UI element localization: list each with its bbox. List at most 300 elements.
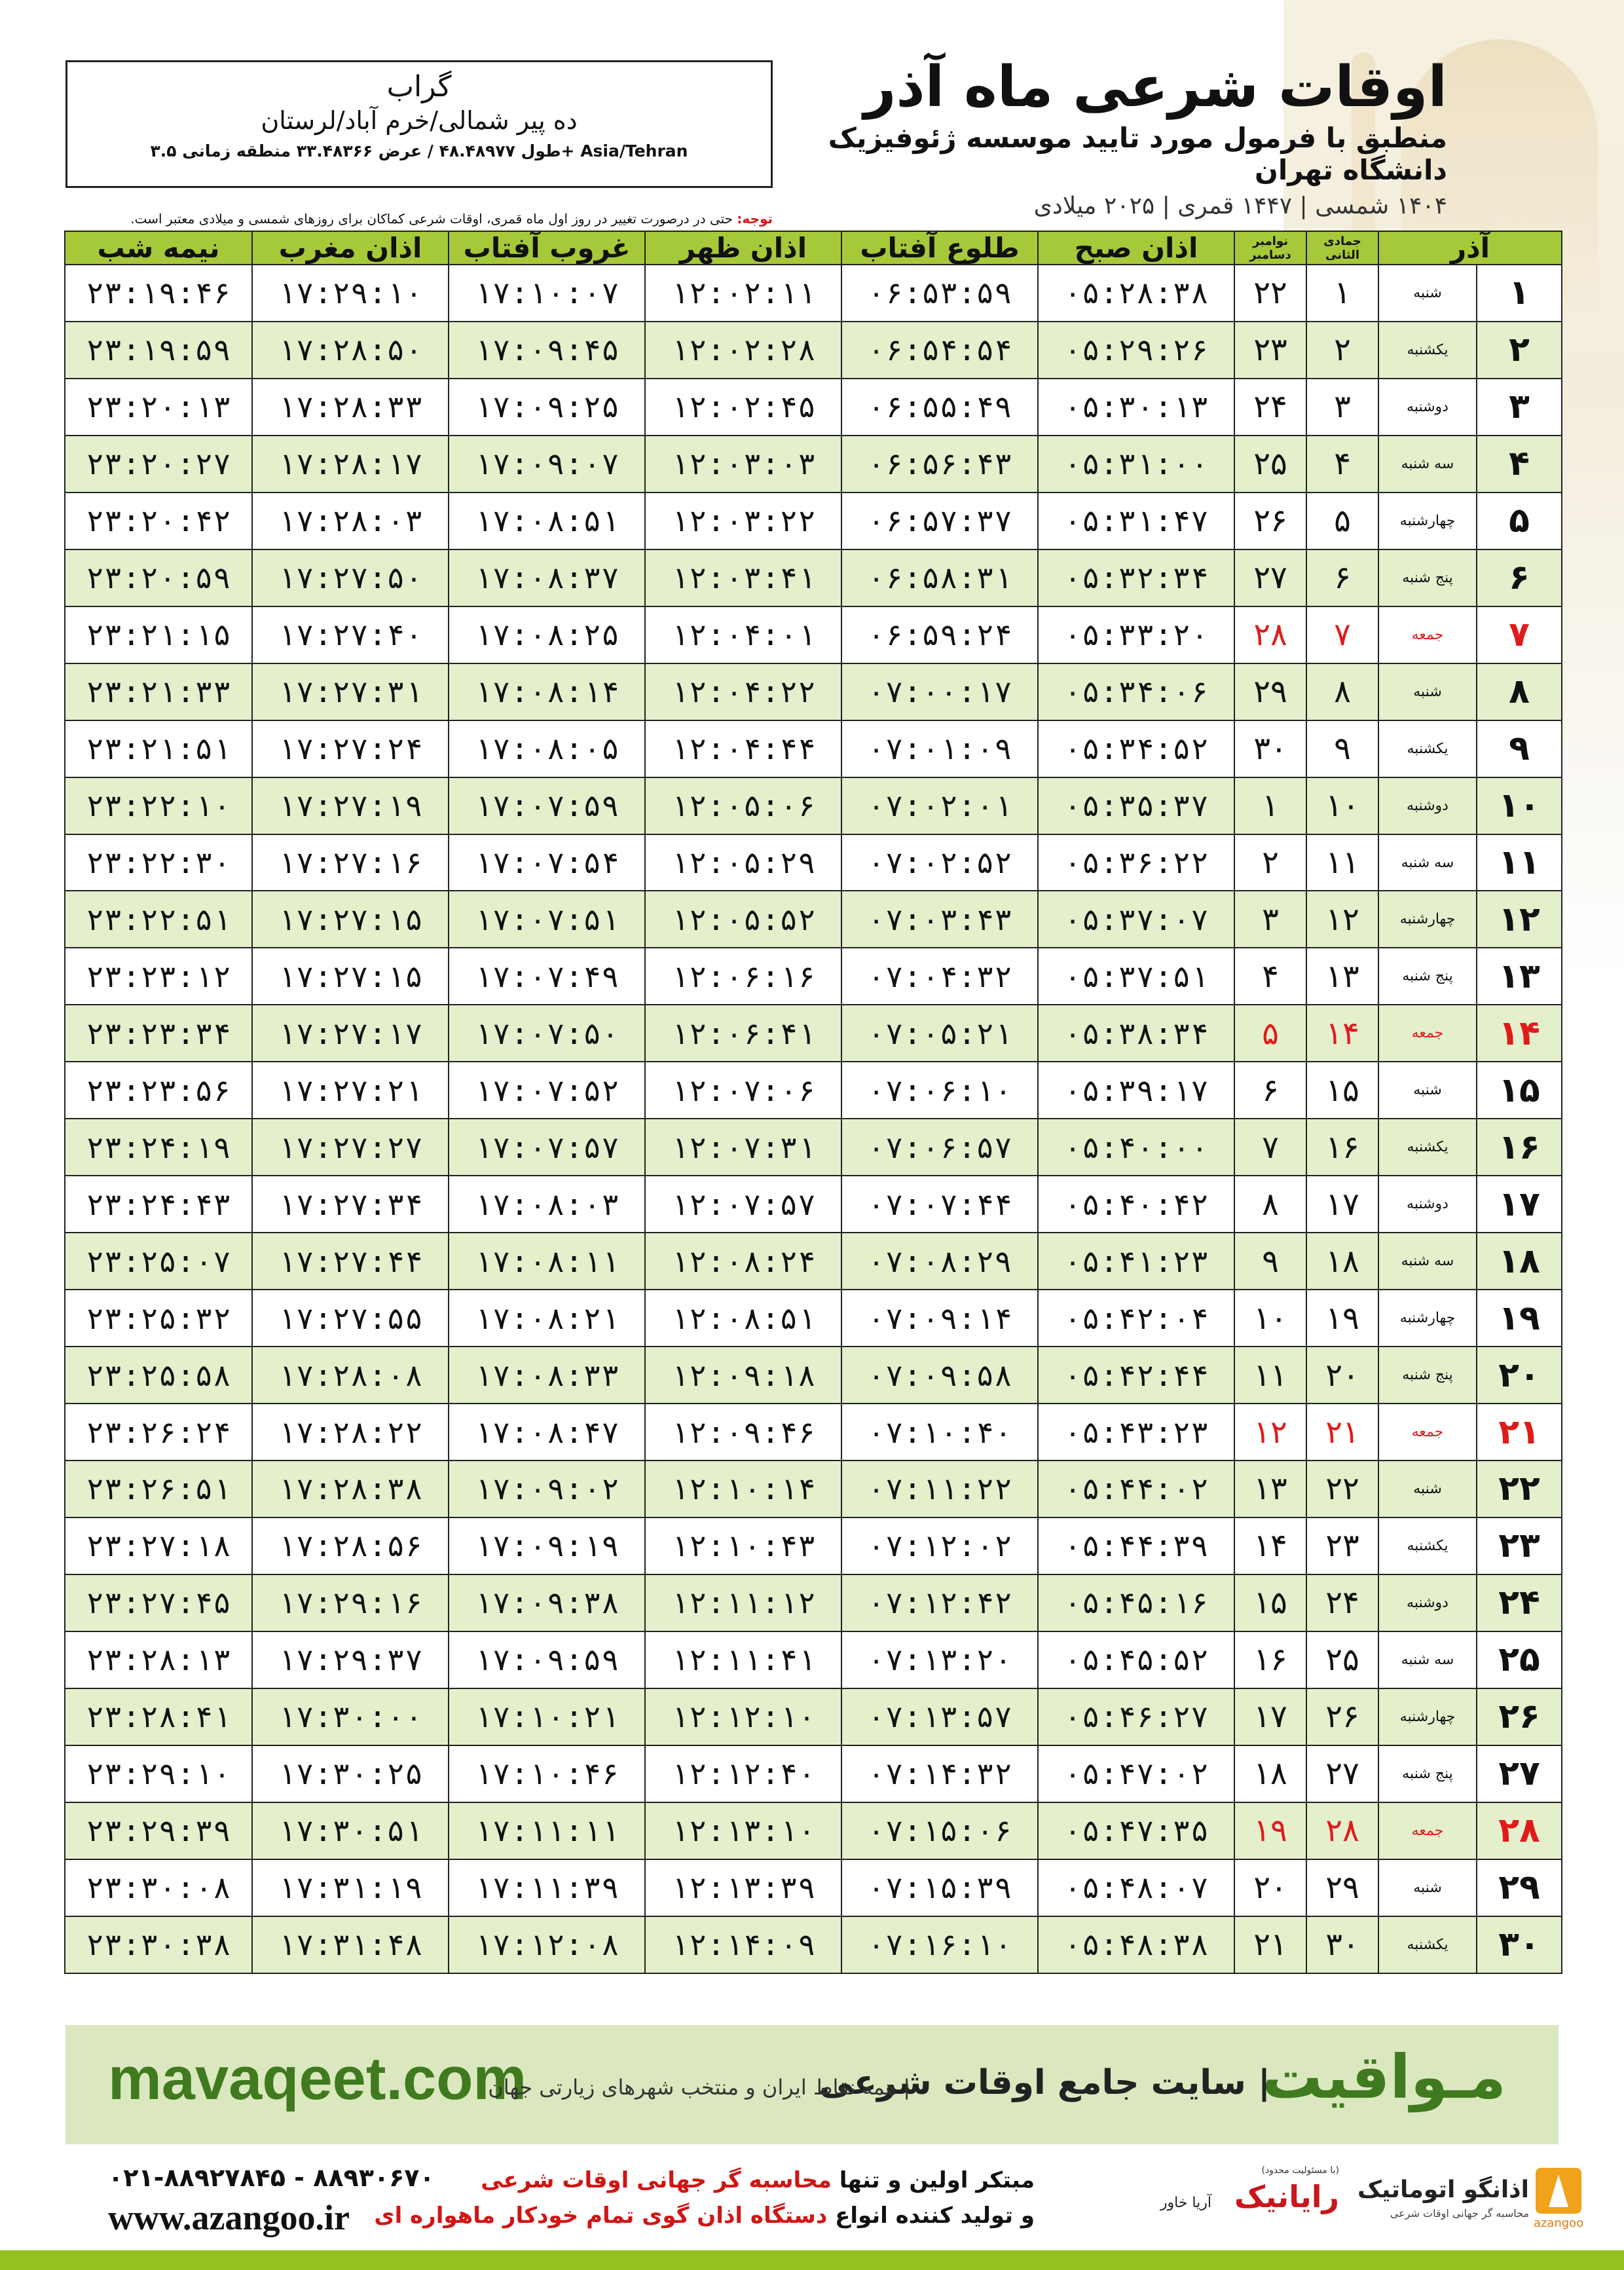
sunrise-cell: ۰۶:۵۹:۲۴: [841, 606, 1038, 663]
midnight-cell: ۲۳:۲۳:۱۲: [65, 948, 252, 1005]
mavaqeet-logo: مـواقیت: [1262, 2042, 1506, 2112]
table-row: [65, 1290, 1562, 1347]
sunrise-cell: ۰۷:۰۵:۲۱: [841, 1005, 1038, 1062]
fajr-cell: ۰۵:۴۰:۴۲: [1038, 1176, 1234, 1233]
day-cell: ۲۴: [1477, 1574, 1562, 1631]
sunrise-cell: ۰۶:۵۶:۴۳: [841, 436, 1038, 493]
sunset-cell: ۱۷:۱۰:۲۱: [449, 1688, 645, 1745]
midnight-cell: ۲۳:۲۱:۳۳: [65, 663, 252, 720]
qamari-cell: ۲۳: [1306, 1517, 1378, 1574]
dhuhr-cell: ۱۲:۰۷:۳۱: [645, 1119, 841, 1176]
table-row: [65, 322, 1562, 379]
table-row: [65, 606, 1562, 663]
gregorian-cell: ۲۹: [1234, 663, 1306, 720]
weekday-cell: سه شنبه: [1378, 1233, 1477, 1290]
midnight-cell: ۲۳:۲۵:۰۷: [65, 1233, 252, 1290]
bottom-bar: [0, 2250, 1624, 2270]
note: [65, 211, 773, 227]
day-cell: ۲۷: [1477, 1745, 1562, 1802]
fajr-cell: ۰۵:۴۳:۲۳: [1038, 1404, 1234, 1461]
maghrib-cell: ۱۷:۲۸:۵۶: [252, 1517, 449, 1574]
qamari-cell: ۱۶: [1306, 1119, 1378, 1176]
fajr-cell: ۰۵:۳۶:۲۲: [1038, 834, 1234, 891]
sunrise-cell: ۰۷:۱۳:۲۰: [841, 1631, 1038, 1688]
maghrib-cell: ۱۷:۲۷:۵۵: [252, 1290, 449, 1347]
midnight-cell: ۲۳:۱۹:۴۶: [65, 265, 252, 322]
sunrise-cell: ۰۷:۱۲:۰۲: [841, 1517, 1038, 1574]
sunset-cell: ۱۷:۰۷:۴۹: [449, 948, 645, 1005]
dhuhr-cell: ۱۲:۰۵:۰۶: [645, 777, 841, 834]
midnight-cell: ۲۳:۲۱:۱۵: [65, 606, 252, 663]
qamari-cell: ۲۹: [1306, 1859, 1378, 1916]
table-row: [65, 1176, 1562, 1233]
weekday-cell: پنج شنبه: [1378, 948, 1477, 1005]
sunrise-cell: ۰۷:۰۰:۱۷: [841, 663, 1038, 720]
fajr-cell: ۰۵:۴۲:۴۴: [1038, 1347, 1234, 1404]
promo2-a: و تولید کننده انواع: [827, 2203, 1035, 2229]
promo2-b: دستگاه اذان گوی تمام خودکار ماهواره ای: [374, 2203, 828, 2229]
sunset-cell: ۱۷:۰۷:۵۱: [449, 891, 645, 948]
maghrib-cell: ۱۷:۳۰:۰۰: [252, 1688, 449, 1745]
sunrise-cell: ۰۶:۵۷:۳۷: [841, 493, 1038, 549]
header-sunset: غروب آفتاب: [449, 231, 645, 265]
table-row: [65, 663, 1562, 720]
day-cell: ۱۰: [1477, 777, 1562, 834]
header-gregorian-label2: دسامبر: [1249, 248, 1291, 262]
promo1-b: محاسبه گر جهانی اوقات شرعی: [481, 2167, 832, 2193]
fajr-cell: ۰۵:۲۸:۳۸: [1038, 265, 1234, 322]
gregorian-cell: ۱۷: [1234, 1688, 1306, 1745]
fajr-cell: ۰۵:۳۹:۱۷: [1038, 1062, 1234, 1119]
gregorian-cell: ۱۶: [1234, 1631, 1306, 1688]
table-row: [65, 1916, 1562, 1973]
table-row: [65, 1517, 1562, 1574]
weekday-cell: یکشنبه: [1378, 322, 1477, 379]
location-title: گراب: [386, 70, 452, 103]
weekday-cell: پنج شنبه: [1378, 1745, 1477, 1802]
midnight-cell: ۲۳:۲۹:۳۹: [65, 1802, 252, 1859]
fajr-cell: ۰۵:۳۷:۰۷: [1038, 891, 1234, 948]
azangoo-logo: [1357, 2161, 1585, 2233]
gregorian-cell: ۲۰: [1234, 1859, 1306, 1916]
sunrise-cell: ۰۷:۰۳:۴۳: [841, 891, 1038, 948]
weekday-cell: شنبه: [1378, 1859, 1477, 1916]
dhuhr-cell: ۱۲:۰۴:۰۱: [645, 606, 841, 663]
maghrib-cell: ۱۷:۳۱:۱۹: [252, 1859, 449, 1916]
maghrib-cell: ۱۷:۲۸:۰۳: [252, 493, 449, 549]
maghrib-cell: ۱۷:۲۷:۱۵: [252, 948, 449, 1005]
table-row: [65, 1745, 1562, 1802]
location-box: [65, 60, 773, 188]
day-cell: ۴: [1477, 436, 1562, 493]
page-header: [727, 54, 1447, 220]
dhuhr-cell: ۱۲:۱۱:۱۲: [645, 1574, 841, 1631]
dhuhr-cell: ۱۲:۰۷:۵۷: [645, 1176, 841, 1233]
weekday-cell: شنبه: [1378, 663, 1477, 720]
midnight-cell: ۲۳:۲۲:۵۱: [65, 891, 252, 948]
gregorian-cell: ۱۹: [1234, 1802, 1306, 1859]
weekday-cell: چهارشنبه: [1378, 493, 1477, 549]
day-cell: ۲۸: [1477, 1802, 1562, 1859]
sunrise-cell: ۰۷:۱۳:۵۷: [841, 1688, 1038, 1745]
weekday-cell: سه شنبه: [1378, 834, 1477, 891]
day-cell: ۲۵: [1477, 1631, 1562, 1688]
table-row: [65, 1233, 1562, 1290]
day-cell: ۲۶: [1477, 1688, 1562, 1745]
promo-line-1: [374, 2163, 1035, 2198]
table-row: [65, 834, 1562, 891]
promo-text: [374, 2163, 1035, 2234]
midnight-cell: ۲۳:۲۶:۲۴: [65, 1404, 252, 1461]
qamari-cell: ۲۲: [1306, 1461, 1378, 1517]
header-fajr: اذان صبح: [1038, 231, 1234, 265]
dhuhr-cell: ۱۲:۰۹:۴۶: [645, 1404, 841, 1461]
dhuhr-cell: ۱۲:۰۲:۲۸: [645, 322, 841, 379]
sunrise-cell: ۰۶:۵۸:۳۱: [841, 549, 1038, 606]
qamari-cell: ۲۶: [1306, 1688, 1378, 1745]
midnight-cell: ۲۳:۲۸:۱۳: [65, 1631, 252, 1688]
day-cell: ۳: [1477, 379, 1562, 436]
table-header-row: [65, 231, 1562, 265]
dhuhr-cell: ۱۲:۰۲:۱۱: [645, 265, 841, 322]
fajr-cell: ۰۵:۴۸:۳۸: [1038, 1916, 1234, 1973]
header-qamari: [1306, 231, 1378, 265]
sunset-cell: ۱۷:۰۸:۲۵: [449, 606, 645, 663]
dhuhr-cell: ۱۲:۱۴:۰۹: [645, 1916, 841, 1973]
day-cell: ۳۰: [1477, 1916, 1562, 1973]
gregorian-cell: ۳۰: [1234, 720, 1306, 777]
maghrib-cell: ۱۷:۲۷:۱۹: [252, 777, 449, 834]
sunset-cell: ۱۷:۰۸:۲۱: [449, 1290, 645, 1347]
table-row: [65, 493, 1562, 549]
gregorian-cell: ۱۵: [1234, 1574, 1306, 1631]
day-cell: ۱۴: [1477, 1005, 1562, 1062]
maghrib-cell: ۱۷:۲۸:۳۸: [252, 1461, 449, 1517]
midnight-cell: ۲۳:۲۶:۵۱: [65, 1461, 252, 1517]
weekday-cell: سه شنبه: [1378, 1631, 1477, 1688]
dhuhr-cell: ۱۲:۱۰:۱۴: [645, 1461, 841, 1517]
fajr-cell: ۰۵:۴۸:۰۷: [1038, 1859, 1234, 1916]
dhuhr-cell: ۱۲:۰۷:۰۶: [645, 1062, 841, 1119]
fajr-cell: ۰۵:۴۵:۵۲: [1038, 1631, 1234, 1688]
promo1-a: مبتکر اولین و تنها: [831, 2167, 1035, 2193]
midnight-cell: ۲۳:۲۴:۴۳: [65, 1176, 252, 1233]
weekday-cell: چهارشنبه: [1378, 1290, 1477, 1347]
midnight-cell: ۲۳:۲۵:۵۸: [65, 1347, 252, 1404]
day-cell: ۲۳: [1477, 1517, 1562, 1574]
sunset-cell: ۱۷:۰۸:۱۴: [449, 663, 645, 720]
prayer-times-table: [64, 231, 1562, 1974]
fajr-cell: ۰۵:۳۰:۱۳: [1038, 379, 1234, 436]
dhuhr-cell: ۱۲:۰۶:۱۶: [645, 948, 841, 1005]
qamari-cell: ۳۰: [1306, 1916, 1378, 1973]
azangoo-url[interactable]: www.azangoo.ir: [108, 2198, 350, 2237]
sunset-cell: ۱۷:۰۹:۱۹: [449, 1517, 645, 1574]
gregorian-cell: ۲۸: [1234, 606, 1306, 663]
table-row: [65, 549, 1562, 606]
gregorian-cell: ۱۸: [1234, 1745, 1306, 1802]
maghrib-cell: ۱۷:۲۷:۵۰: [252, 549, 449, 606]
qamari-cell: ۲۱: [1306, 1404, 1378, 1461]
fajr-cell: ۰۵:۴۲:۰۴: [1038, 1290, 1234, 1347]
sunset-cell: ۱۷:۰۸:۴۷: [449, 1404, 645, 1461]
weekday-cell: جمعه: [1378, 606, 1477, 663]
fajr-cell: ۰۵:۴۰:۰۰: [1038, 1119, 1234, 1176]
sunrise-cell: ۰۷:۰۷:۴۴: [841, 1176, 1038, 1233]
sunset-cell: ۱۷:۱۱:۱۱: [449, 1802, 645, 1859]
dhuhr-cell: ۱۲:۰۳:۰۳: [645, 436, 841, 493]
azangoo-en: azangoo: [1533, 2216, 1584, 2230]
sunset-cell: ۱۷:۰۹:۲۵: [449, 379, 645, 436]
dhuhr-cell: ۱۲:۰۳:۲۲: [645, 493, 841, 549]
fajr-cell: ۰۵:۳۷:۵۱: [1038, 948, 1234, 1005]
weekday-cell: دوشنبه: [1378, 1176, 1477, 1233]
table-row: [65, 948, 1562, 1005]
day-cell: ۲۱: [1477, 1404, 1562, 1461]
maghrib-cell: ۱۷:۲۸:۱۷: [252, 436, 449, 493]
sunrise-cell: ۰۷:۱۱:۲۲: [841, 1461, 1038, 1517]
maghrib-cell: ۱۷:۳۰:۲۵: [252, 1745, 449, 1802]
weekday-cell: یکشنبه: [1378, 1517, 1477, 1574]
sunset-cell: ۱۷:۰۸:۳۳: [449, 1347, 645, 1404]
raianik-name: رایانیک: [1234, 2179, 1339, 2214]
day-cell: ۱۳: [1477, 948, 1562, 1005]
fajr-cell: ۰۵:۳۵:۳۷: [1038, 777, 1234, 834]
qamari-cell: ۱۴: [1306, 1005, 1378, 1062]
table-row: [65, 1005, 1562, 1062]
weekday-cell: چهارشنبه: [1378, 891, 1477, 948]
sunset-cell: ۱۷:۰۷:۵۴: [449, 834, 645, 891]
fajr-cell: ۰۵:۳۲:۳۴: [1038, 549, 1234, 606]
gregorian-cell: ۱۴: [1234, 1517, 1306, 1574]
table-row: [65, 1631, 1562, 1688]
maghrib-cell: ۱۷:۲۷:۴۴: [252, 1233, 449, 1290]
sunset-cell: ۱۷:۰۸:۰۵: [449, 720, 645, 777]
dhuhr-cell: ۱۲:۱۲:۴۰: [645, 1745, 841, 1802]
day-cell: ۵: [1477, 493, 1562, 549]
fajr-cell: ۰۵:۳۴:۵۲: [1038, 720, 1234, 777]
weekday-cell: پنج شنبه: [1378, 1347, 1477, 1404]
day-cell: ۱۶: [1477, 1119, 1562, 1176]
sunrise-cell: ۰۶:۵۴:۵۴: [841, 322, 1038, 379]
weekday-cell: دوشنبه: [1378, 1574, 1477, 1631]
dhuhr-cell: ۱۲:۰۸:۵۱: [645, 1290, 841, 1347]
weekday-cell: یکشنبه: [1378, 720, 1477, 777]
sunrise-cell: ۰۷:۱۲:۴۲: [841, 1574, 1038, 1631]
sunset-cell: ۱۷:۰۸:۰۳: [449, 1176, 645, 1233]
qamari-cell: ۵: [1306, 493, 1378, 549]
midnight-cell: ۲۳:۲۷:۱۸: [65, 1517, 252, 1574]
dhuhr-cell: ۱۲:۱۱:۴۱: [645, 1631, 841, 1688]
weekday-cell: یکشنبه: [1378, 1119, 1477, 1176]
sunrise-cell: ۰۷:۰۶:۵۷: [841, 1119, 1038, 1176]
weekday-cell: جمعه: [1378, 1404, 1477, 1461]
gregorian-cell: ۷: [1234, 1119, 1306, 1176]
sunset-cell: ۱۷:۱۱:۳۹: [449, 1859, 645, 1916]
raianik-sub: آریا خاور: [1160, 2195, 1211, 2211]
maghrib-cell: ۱۷:۲۷:۲۴: [252, 720, 449, 777]
day-cell: ۱۱: [1477, 834, 1562, 891]
fajr-cell: ۰۵:۲۹:۲۶: [1038, 322, 1234, 379]
midnight-cell: ۲۳:۳۰:۰۸: [65, 1859, 252, 1916]
maghrib-cell: ۱۷:۲۸:۳۳: [252, 379, 449, 436]
raianik-logo: [1159, 2161, 1342, 2233]
fajr-cell: ۰۵:۴۵:۱۶: [1038, 1574, 1234, 1631]
midnight-cell: ۲۳:۲۲:۱۰: [65, 777, 252, 834]
table-row: [65, 1404, 1562, 1461]
site-url[interactable]: mavaqeet.com: [108, 2045, 527, 2112]
note-text: حتی در درصورت تغییر در روز اول ماه قمری، اوقات شرعی کماکان برای روزهای شمسی و میلادی معتبر است.: [130, 211, 733, 227]
table-row: [65, 1062, 1562, 1119]
gregorian-cell: ۱۲: [1234, 1404, 1306, 1461]
midnight-cell: ۲۳:۲۰:۲۷: [65, 436, 252, 493]
weekday-cell: شنبه: [1378, 1062, 1477, 1119]
sunset-cell: ۱۷:۰۷:۵۹: [449, 777, 645, 834]
maghrib-cell: ۱۷:۲۸:۲۲: [252, 1404, 449, 1461]
mavaqeet-tagline: | سایت جامع اوقات شرعی: [819, 2063, 1270, 2102]
sunrise-cell: ۰۷:۰۹:۵۸: [841, 1347, 1038, 1404]
date-line: ۱۴۰۴ شمسی | ۱۴۴۷ قمری | ۲۰۲۵ میلادی: [1033, 193, 1447, 220]
maghrib-cell: ۱۷:۲۷:۱۶: [252, 834, 449, 891]
sunrise-cell: ۰۷:۰۸:۲۹: [841, 1233, 1038, 1290]
midnight-cell: ۲۳:۲۰:۵۹: [65, 549, 252, 606]
sunset-cell: ۱۷:۰۸:۵۱: [449, 493, 645, 549]
midnight-cell: ۲۳:۲۱:۵۱: [65, 720, 252, 777]
gregorian-cell: ۲۵: [1234, 436, 1306, 493]
midnight-cell: ۲۳:۲۴:۱۹: [65, 1119, 252, 1176]
gregorian-cell: ۲۶: [1234, 493, 1306, 549]
table-row: [65, 265, 1562, 322]
day-cell: ۸: [1477, 663, 1562, 720]
header-gregorian-label: نوامبر: [1253, 234, 1288, 248]
header-midnight: نیمه شب: [65, 231, 252, 265]
qamari-cell: ۷: [1306, 606, 1378, 663]
maghrib-cell: ۱۷:۲۷:۲۷: [252, 1119, 449, 1176]
fajr-cell: ۰۵:۴۴:۰۲: [1038, 1461, 1234, 1517]
midnight-cell: ۲۳:۲۳:۵۶: [65, 1062, 252, 1119]
day-cell: ۲: [1477, 322, 1562, 379]
table-row: [65, 1574, 1562, 1631]
sunrise-cell: ۰۶:۵۵:۴۹: [841, 379, 1038, 436]
maghrib-cell: ۱۷:۲۸:۵۰: [252, 322, 449, 379]
sunset-cell: ۱۷:۰۹:۳۸: [449, 1574, 645, 1631]
qamari-cell: ۲۰: [1306, 1347, 1378, 1404]
dhuhr-cell: ۱۲:۱۳:۳۹: [645, 1859, 841, 1916]
fajr-cell: ۰۵:۳۱:۰۰: [1038, 436, 1234, 493]
table-row: [65, 379, 1562, 436]
maghrib-cell: ۱۷:۲۹:۱۶: [252, 1574, 449, 1631]
table-row: [65, 777, 1562, 834]
gregorian-cell: ۵: [1234, 1005, 1306, 1062]
day-cell: ۶: [1477, 549, 1562, 606]
qamari-cell: ۲۴: [1306, 1574, 1378, 1631]
day-cell: ۱۹: [1477, 1290, 1562, 1347]
sunset-cell: ۱۷:۰۷:۵۲: [449, 1062, 645, 1119]
sunrise-cell: ۰۷:۱۰:۴۰: [841, 1404, 1038, 1461]
weekday-cell: دوشنبه: [1378, 777, 1477, 834]
qamari-cell: ۱۳: [1306, 948, 1378, 1005]
sunset-cell: ۱۷:۰۷:۵۷: [449, 1119, 645, 1176]
sunset-cell: ۱۷:۰۸:۱۱: [449, 1233, 645, 1290]
sunset-cell: ۱۷:۱۲:۰۸: [449, 1916, 645, 1973]
fajr-cell: ۰۵:۳۸:۳۴: [1038, 1005, 1234, 1062]
day-cell: ۱۷: [1477, 1176, 1562, 1233]
sunrise-cell: ۰۷:۰۲:۵۲: [841, 834, 1038, 891]
maghrib-cell: ۱۷:۲۹:۱۰: [252, 265, 449, 322]
midnight-cell: ۲۳:۲۰:۴۲: [65, 493, 252, 549]
table-row: [65, 1119, 1562, 1176]
midnight-cell: ۲۳:۲۰:۱۳: [65, 379, 252, 436]
weekday-cell: شنبه: [1378, 1461, 1477, 1517]
sunset-cell: ۱۷:۰۸:۳۷: [449, 549, 645, 606]
dhuhr-cell: ۱۲:۰۵:۲۹: [645, 834, 841, 891]
qamari-cell: ۱۸: [1306, 1233, 1378, 1290]
header-dhuhr: اذان ظهر: [645, 231, 841, 265]
gregorian-cell: ۱: [1234, 777, 1306, 834]
sunrise-cell: ۰۶:۵۳:۵۹: [841, 265, 1038, 322]
note-label: توجه:: [737, 211, 773, 227]
gregorian-cell: ۳: [1234, 891, 1306, 948]
dhuhr-cell: ۱۲:۰۸:۲۴: [645, 1233, 841, 1290]
midnight-cell: ۲۳:۲۷:۴۵: [65, 1574, 252, 1631]
azangoo-sub: محاسبه گر جهانی اوقات شرعی: [1390, 2207, 1529, 2220]
header-day: آذر: [1378, 231, 1562, 265]
weekday-cell: جمعه: [1378, 1005, 1477, 1062]
fajr-cell: ۰۵:۳۴:۰۶: [1038, 663, 1234, 720]
dhuhr-cell: ۱۲:۰۶:۴۱: [645, 1005, 841, 1062]
qamari-cell: ۹: [1306, 720, 1378, 777]
qamari-cell: ۱۱: [1306, 834, 1378, 891]
qamari-cell: ۲۵: [1306, 1631, 1378, 1688]
weekday-cell: یکشنبه: [1378, 1916, 1477, 1973]
maghrib-cell: ۱۷:۲۹:۳۷: [252, 1631, 449, 1688]
mavaqeet-description: | همه نقاط ایران و منتخب شهرهای زیارتی جهان: [488, 2075, 910, 2100]
qamari-cell: ۲۷: [1306, 1745, 1378, 1802]
midnight-cell: ۲۳:۳۰:۳۸: [65, 1916, 252, 1973]
weekday-cell: شنبه: [1378, 265, 1477, 322]
promo-line-2: [374, 2198, 1035, 2233]
day-cell: ۷: [1477, 606, 1562, 663]
sunset-cell: ۱۷:۱۰:۰۷: [449, 265, 645, 322]
weekday-cell: دوشنبه: [1378, 379, 1477, 436]
qamari-cell: ۶: [1306, 549, 1378, 606]
sunrise-cell: ۰۷:۰۴:۳۲: [841, 948, 1038, 1005]
maghrib-cell: ۱۷:۲۷:۱۷: [252, 1005, 449, 1062]
sunset-cell: ۱۷:۰۷:۵۰: [449, 1005, 645, 1062]
day-cell: ۲۹: [1477, 1859, 1562, 1916]
maghrib-cell: ۱۷:۳۱:۴۸: [252, 1916, 449, 1973]
sunrise-cell: ۰۷:۰۹:۱۴: [841, 1290, 1038, 1347]
location-subtitle: ده پیر شمالی/خرم آباد/لرستان: [261, 106, 578, 135]
gregorian-cell: ۴: [1234, 948, 1306, 1005]
raianik-note: (با مسئولیت محدود): [1261, 2165, 1339, 2176]
maghrib-cell: ۱۷:۲۸:۰۸: [252, 1347, 449, 1404]
sunrise-cell: ۰۷:۰۶:۱۰: [841, 1062, 1038, 1119]
dhuhr-cell: ۱۲:۰۵:۵۲: [645, 891, 841, 948]
qamari-cell: ۱۵: [1306, 1062, 1378, 1119]
fajr-cell: ۰۵:۴۱:۲۳: [1038, 1233, 1234, 1290]
qamari-cell: ۳: [1306, 379, 1378, 436]
dhuhr-cell: ۱۲:۰۴:۴۴: [645, 720, 841, 777]
day-cell: ۲۰: [1477, 1347, 1562, 1404]
maghrib-cell: ۱۷:۳۰:۵۱: [252, 1802, 449, 1859]
gregorian-cell: ۲۲: [1234, 265, 1306, 322]
maghrib-cell: ۱۷:۲۷:۱۵: [252, 891, 449, 948]
midnight-cell: ۲۳:۲۲:۳۰: [65, 834, 252, 891]
page-title: اوقات شرعی ماه آذر: [863, 54, 1447, 120]
midnight-cell: ۲۳:۲۳:۳۴: [65, 1005, 252, 1062]
dhuhr-cell: ۱۲:۰۹:۱۸: [645, 1347, 841, 1404]
